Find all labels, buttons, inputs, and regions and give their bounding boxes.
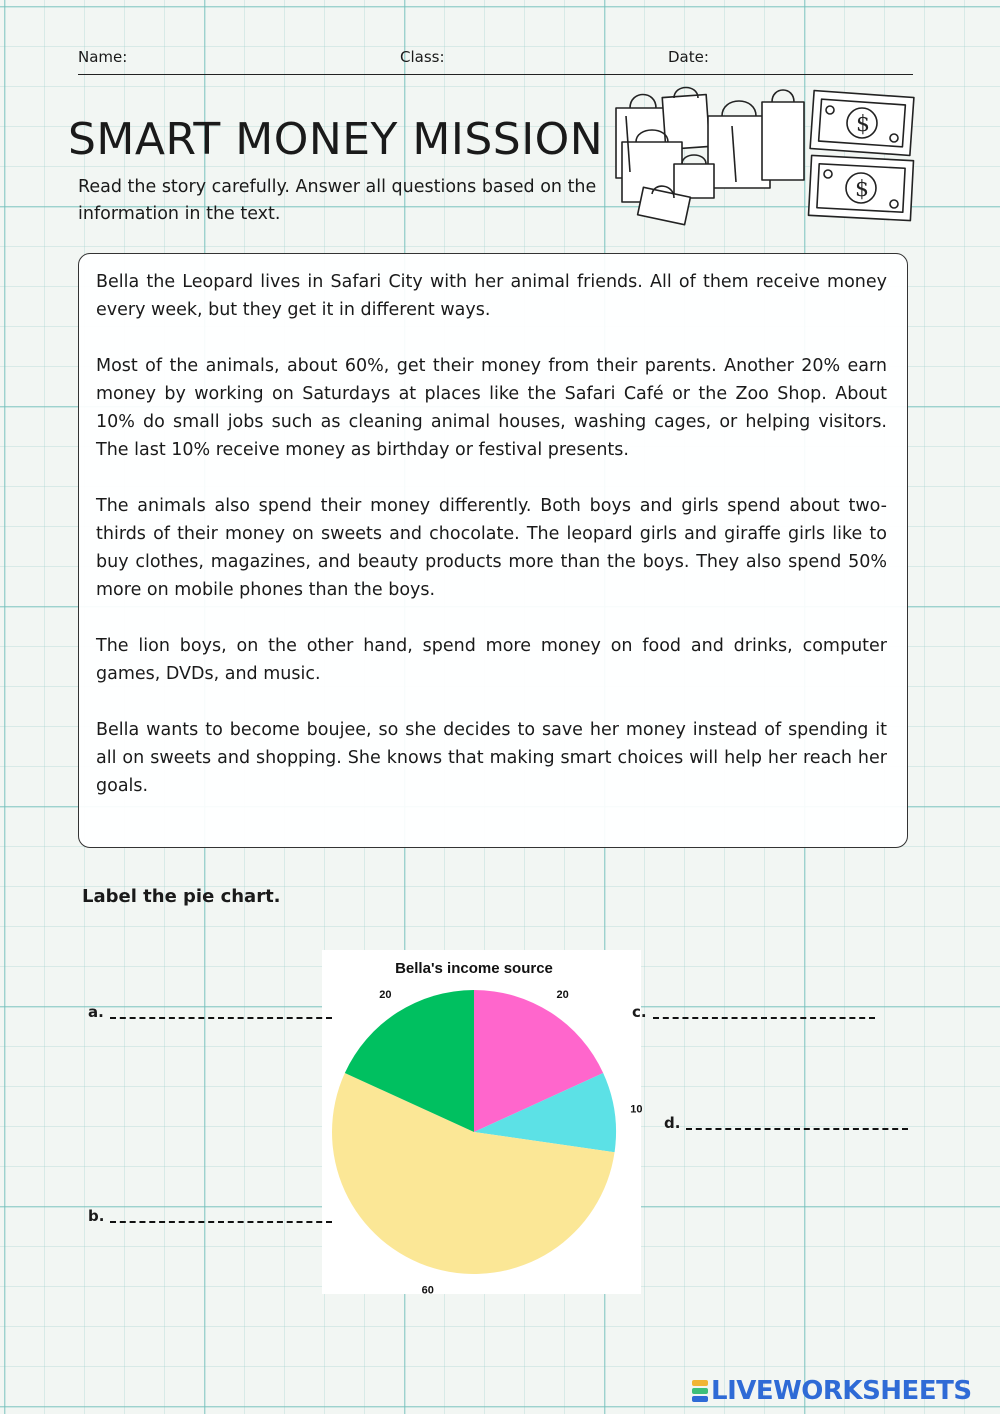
story-paragraph: The animals also spend their money differently. Both boys and girls spend about two-thirds of their money on sweets and chocolate. The leopard girls and giraffe girls like to buy clothes, magazines, and beauty products more than the boys. They also spend 50% more on mobile phones than the boys.: [96, 496, 887, 600]
page-title: SMART MONEY MISSION: [68, 114, 604, 165]
chart-title: Bella's income source: [395, 960, 553, 977]
class-label: Class:: [400, 48, 445, 66]
svg-text:$: $: [855, 177, 869, 202]
dollar-bills-icon: [808, 91, 913, 221]
pie-chart-card: [322, 950, 643, 1297]
svg-text:$: $: [856, 112, 870, 137]
answer-line[interactable]: [686, 1128, 908, 1130]
answer-blank-c[interactable]: [632, 1003, 875, 1021]
story-paragraph: Most of the animals, about 60%, get their money from their parents. Another 20% earn money by working on Saturdays at places like the Safari Café or the Zoo Shop. About 10% do small jobs such as cleaning animal houses, washing cages, or helping visitors. The last 10% receive money as birthday or festival presents.: [96, 356, 887, 460]
answer-letter: d.: [664, 1114, 681, 1132]
story-paragraph: Bella wants to become boujee, so she decides to save her money instead of spending it all on sweets and shopping. She knows that making smart choices will help her reach her goals.: [96, 720, 887, 796]
answer-line[interactable]: [653, 1017, 875, 1019]
answer-letter: c.: [632, 1003, 647, 1021]
story-paragraph: The lion boys, on the other hand, spend more money on food and drinks, computer games, DVDs, and music.: [96, 636, 887, 684]
name-label: Name:: [78, 48, 128, 66]
slice-value-label: 10: [630, 1103, 643, 1116]
story-paragraph: Bella the Leopard lives in Safari City with her animal friends. All of them receive money every week, but they get it in different ways.: [96, 272, 887, 320]
brand-name: LIVEWORKSHEETS: [711, 1376, 972, 1406]
shopping-money-illustration: [612, 86, 922, 236]
instructions: Read the story carefully. Answer all questions based on the information in the text.: [78, 177, 597, 224]
slice-value-label: 20: [379, 989, 392, 1002]
answer-line[interactable]: [110, 1221, 332, 1223]
pie-chart: [322, 950, 643, 1297]
answer-blank-b[interactable]: [88, 1207, 332, 1225]
liveworksheets-logo[interactable]: [692, 1374, 972, 1408]
liveworksheets-icon: [692, 1379, 708, 1403]
header-fields: [78, 46, 913, 75]
shopping-bags-icon: [616, 88, 804, 225]
answer-line[interactable]: [110, 1017, 332, 1019]
slice-value-label: 60: [421, 1284, 434, 1297]
answer-blank-a[interactable]: [88, 1003, 332, 1021]
story-box: [78, 253, 908, 848]
answer-blank-d[interactable]: [664, 1114, 908, 1132]
answer-letter: a.: [88, 1003, 104, 1021]
date-label: Date:: [668, 48, 709, 66]
task-label: Label the pie chart.: [82, 886, 281, 907]
answer-letter: b.: [88, 1207, 105, 1225]
slice-value-label: 20: [556, 989, 569, 1002]
